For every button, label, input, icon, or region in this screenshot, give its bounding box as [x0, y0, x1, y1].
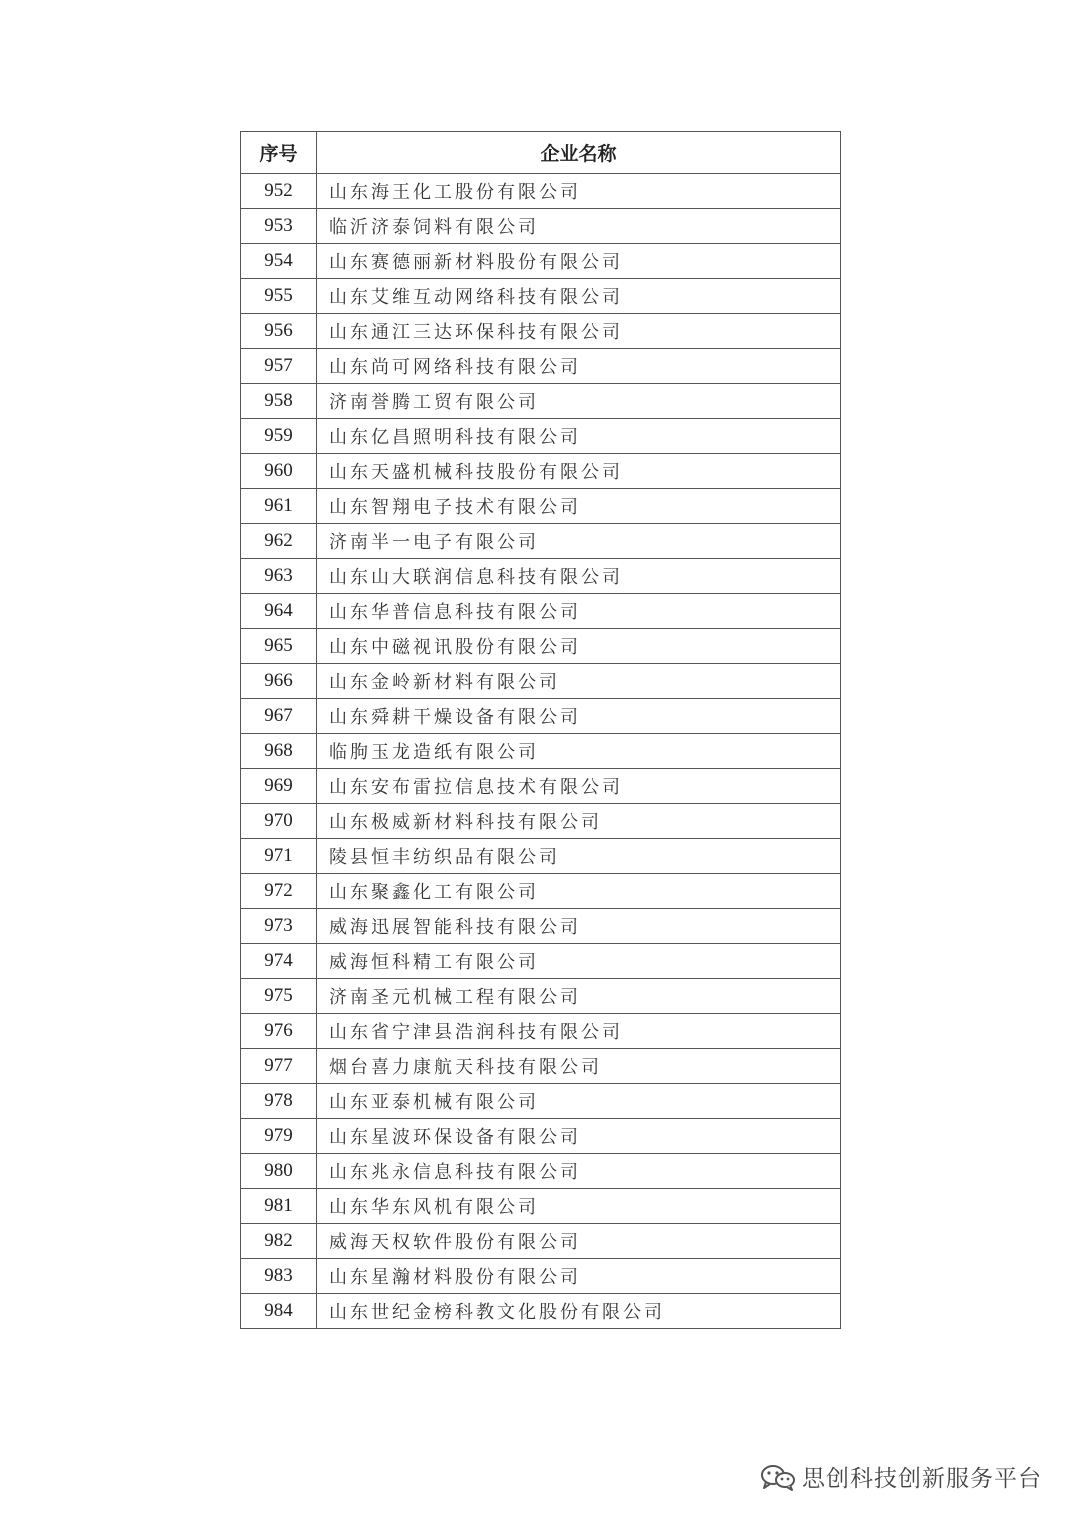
- table-header-row: [241, 132, 841, 174]
- table-row: [241, 699, 841, 734]
- table-row: [241, 804, 841, 839]
- serial-number-cell: 976: [241, 1014, 317, 1049]
- serial-number-cell: 964: [241, 594, 317, 629]
- serial-number-cell: 960: [241, 454, 317, 489]
- table-row: [241, 384, 841, 419]
- enterprise-name-cell: 山东安布雷拉信息技术有限公司: [317, 769, 841, 804]
- enterprise-name-cell: 山东星瀚材料股份有限公司: [317, 1259, 841, 1294]
- serial-number-cell: 982: [241, 1224, 317, 1259]
- serial-number-cell: 973: [241, 909, 317, 944]
- enterprise-name-cell: 威海迅展智能科技有限公司: [317, 909, 841, 944]
- enterprise-name-cell: 山东金岭新材料有限公司: [317, 664, 841, 699]
- serial-number-cell: 980: [241, 1154, 317, 1189]
- enterprise-name-cell: 临朐玉龙造纸有限公司: [317, 734, 841, 769]
- serial-number-cell: 965: [241, 629, 317, 664]
- table-row: [241, 524, 841, 559]
- serial-number-cell: 953: [241, 209, 317, 244]
- enterprise-name-cell: 山东世纪金榜科教文化股份有限公司: [317, 1294, 841, 1329]
- header-enterprise-name: 企业名称: [317, 132, 841, 174]
- table-row: [241, 944, 841, 979]
- enterprise-name-cell: 山东星波环保设备有限公司: [317, 1119, 841, 1154]
- watermark: [760, 1460, 1042, 1493]
- enterprise-name-cell: 山东山大联润信息科技有限公司: [317, 559, 841, 594]
- enterprise-name-cell: 山东舜耕干燥设备有限公司: [317, 699, 841, 734]
- serial-number-cell: 978: [241, 1084, 317, 1119]
- enterprise-name-cell: 山东中磁视讯股份有限公司: [317, 629, 841, 664]
- serial-number-cell: 959: [241, 419, 317, 454]
- enterprise-name-cell: 济南圣元机械工程有限公司: [317, 979, 841, 1014]
- serial-number-cell: 979: [241, 1119, 317, 1154]
- serial-number-cell: 974: [241, 944, 317, 979]
- table-row: [241, 419, 841, 454]
- table-row: [241, 489, 841, 524]
- table-row: [241, 979, 841, 1014]
- serial-number-cell: 975: [241, 979, 317, 1014]
- table-row: [241, 1154, 841, 1189]
- table-row: [241, 1294, 841, 1329]
- enterprise-name-cell: 山东华普信息科技有限公司: [317, 594, 841, 629]
- serial-number-cell: 954: [241, 244, 317, 279]
- serial-number-cell: 967: [241, 699, 317, 734]
- serial-number-cell: 958: [241, 384, 317, 419]
- enterprise-name-cell: 山东艾维互动网络科技有限公司: [317, 279, 841, 314]
- table-row: [241, 279, 841, 314]
- enterprise-name-cell: 威海天权软件股份有限公司: [317, 1224, 841, 1259]
- serial-number-cell: 956: [241, 314, 317, 349]
- table-row: [241, 1014, 841, 1049]
- enterprise-name-cell: 威海恒科精工有限公司: [317, 944, 841, 979]
- table-row: [241, 1224, 841, 1259]
- serial-number-cell: 966: [241, 664, 317, 699]
- enterprise-name-cell: 山东兆永信息科技有限公司: [317, 1154, 841, 1189]
- serial-number-cell: 961: [241, 489, 317, 524]
- serial-number-cell: 983: [241, 1259, 317, 1294]
- enterprise-name-cell: 山东赛德丽新材料股份有限公司: [317, 244, 841, 279]
- table-row: [241, 874, 841, 909]
- enterprise-name-cell: 山东通江三达环保科技有限公司: [317, 314, 841, 349]
- serial-number-cell: 955: [241, 279, 317, 314]
- serial-number-cell: 968: [241, 734, 317, 769]
- enterprise-name-cell: 山东天盛机械科技股份有限公司: [317, 454, 841, 489]
- table-row: [241, 594, 841, 629]
- serial-number-cell: 970: [241, 804, 317, 839]
- table-row: [241, 454, 841, 489]
- table-row: [241, 664, 841, 699]
- enterprise-name-cell: 烟台喜力康航天科技有限公司: [317, 1049, 841, 1084]
- table-row: [241, 1084, 841, 1119]
- watermark-text: 思创科技创新服务平台: [802, 1466, 1042, 1492]
- enterprise-name-cell: 山东聚鑫化工有限公司: [317, 874, 841, 909]
- serial-number-cell: 969: [241, 769, 317, 804]
- table-row: [241, 1119, 841, 1154]
- serial-number-cell: 963: [241, 559, 317, 594]
- table-row: [241, 734, 841, 769]
- table-row: [241, 209, 841, 244]
- serial-number-cell: 972: [241, 874, 317, 909]
- enterprise-name-cell: 临沂济泰饲料有限公司: [317, 209, 841, 244]
- serial-number-cell: 981: [241, 1189, 317, 1224]
- serial-number-cell: 984: [241, 1294, 317, 1329]
- table-row: [241, 1189, 841, 1224]
- table-row: [241, 349, 841, 384]
- table-row: [241, 1259, 841, 1294]
- serial-number-cell: 952: [241, 174, 317, 209]
- enterprise-name-cell: 山东尚可网络科技有限公司: [317, 349, 841, 384]
- enterprise-name-cell: 山东华东风机有限公司: [317, 1189, 841, 1224]
- table-row: [241, 629, 841, 664]
- enterprise-table: [240, 131, 841, 1329]
- header-serial-number: 序号: [241, 132, 317, 174]
- serial-number-cell: 962: [241, 524, 317, 559]
- table-row: [241, 559, 841, 594]
- enterprise-name-cell: 济南半一电子有限公司: [317, 524, 841, 559]
- enterprise-name-cell: 山东省宁津县浩润科技有限公司: [317, 1014, 841, 1049]
- wechat-icon: [760, 1463, 796, 1491]
- enterprise-name-cell: 山东亿昌照明科技有限公司: [317, 419, 841, 454]
- serial-number-cell: 977: [241, 1049, 317, 1084]
- serial-number-cell: 957: [241, 349, 317, 384]
- table-row: [241, 314, 841, 349]
- table-row: [241, 174, 841, 209]
- table-row: [241, 839, 841, 874]
- enterprise-name-cell: 山东亚泰机械有限公司: [317, 1084, 841, 1119]
- table-row: [241, 244, 841, 279]
- enterprise-name-cell: 济南誉腾工贸有限公司: [317, 384, 841, 419]
- table-body: [241, 174, 841, 1329]
- table-row: [241, 909, 841, 944]
- enterprise-name-cell: 山东极威新材料科技有限公司: [317, 804, 841, 839]
- enterprise-name-cell: 山东智翔电子技术有限公司: [317, 489, 841, 524]
- enterprise-name-cell: 陵县恒丰纺织品有限公司: [317, 839, 841, 874]
- table-row: [241, 769, 841, 804]
- serial-number-cell: 971: [241, 839, 317, 874]
- table-row: [241, 1049, 841, 1084]
- enterprise-name-cell: 山东海王化工股份有限公司: [317, 174, 841, 209]
